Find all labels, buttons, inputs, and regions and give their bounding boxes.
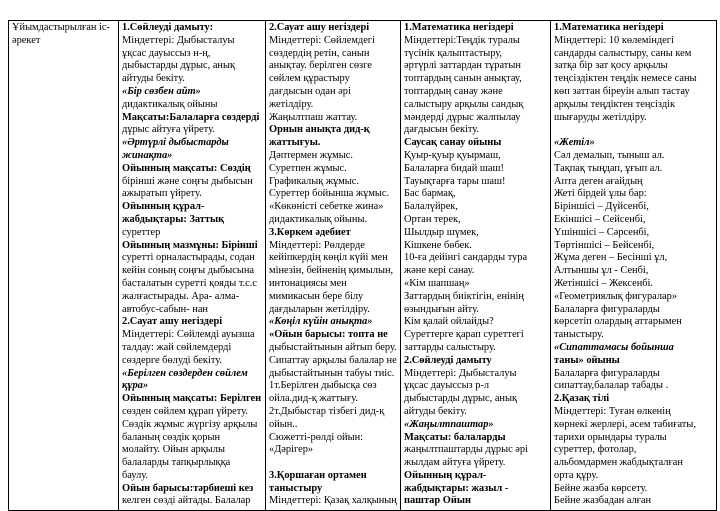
cell-text-line: Ортан терек, <box>404 213 461 225</box>
cell-text-line: ажыратып үйрету. <box>122 188 202 200</box>
cell-text-line: орта құру. <box>554 469 599 481</box>
cell-text-line: Сюжетті-рөлді ойын: <box>269 431 364 443</box>
cell-text-line: Алтыншы ұл - Сенбі, <box>554 265 649 277</box>
day-cell <box>401 21 551 511</box>
cell-text-line: дұрыс айтуға үйрету. <box>122 124 215 136</box>
cell-text-line: және кері санау. <box>404 265 475 277</box>
cell-text-line: ойын.. <box>269 418 298 430</box>
cell-text-line: көп заттан біреуін алып тастау <box>554 85 690 97</box>
cell-text-line: Ойынның мақсаты: Берілген <box>122 393 262 405</box>
cell-text-line: Жұма деген – Бесінші ұл, <box>554 252 668 264</box>
day-cell-content <box>404 22 547 510</box>
cell-text-line: «Берілген сөздерден сөйлем <box>122 367 248 379</box>
cell-text-line: тарихи орындары туралы <box>554 431 667 443</box>
day-cell-content <box>269 22 397 510</box>
cell-text-line: сөзден сөйлем құрап үйрету. <box>122 405 248 417</box>
day-cell-content <box>554 22 713 510</box>
cell-text-line: 1т.Берілген дыбысқа сөз <box>269 380 377 392</box>
cell-text-line: Кішкене бөбек. <box>404 239 472 251</box>
cell-text-line: Міндеттері: Дыбысталуы <box>404 367 517 379</box>
cell-text-line: ұқсас дауыссыз р-л <box>404 380 490 392</box>
cell-text-line: таны» ойыны <box>554 354 620 366</box>
cell-text-line: Апта деген ағайдың <box>554 175 643 187</box>
cell-text-line: дыбыстайтынын табуы тиіс. <box>269 367 395 379</box>
cell-text-line: салыстыру арқылы сандық <box>404 98 524 110</box>
cell-text-line: Міндеттері: Сөйлемді ауызша <box>122 329 255 341</box>
cell-text-line: паштар Ойын <box>404 495 471 507</box>
cell-text-line: Міндеттері:Теңдік туралы <box>404 34 520 46</box>
cell-text-line: 2.Сөйлеуді дамыту <box>404 354 492 366</box>
cell-text-line: 1.Сөйлеуді дамыту: <box>122 22 214 33</box>
cell-text-line: жаттығуы. <box>269 137 321 149</box>
cell-text-line: Сөздік жұмыс жүргізу арқылы <box>122 418 258 430</box>
cell-text-line: Тауықтарға тары шаш! <box>404 175 506 187</box>
cell-text-line: Төртіншісі – Бейсенбі, <box>554 239 655 251</box>
cell-text-line: жабдықтары: жазыл - <box>404 482 509 494</box>
cell-text-line: арқылы теңдіктен теңсіздік <box>554 98 676 110</box>
cell-text-line: «Жаңылтпаштар» <box>404 418 494 430</box>
cell-text-line: топтардың санын анықтау, <box>404 73 522 85</box>
cell-text-line: Жаңылтпаш жаттау. <box>269 111 358 123</box>
cell-text-line: Сипаттау арқылы балалар не <box>269 354 397 366</box>
cell-text-line: көрнекі жерлері, әсем табиғаты, <box>554 418 696 430</box>
cell-text-line: басталатын суретті қояды т.с.с <box>122 277 258 289</box>
cell-text-line: таныстыру. <box>554 329 604 341</box>
cell-text-line: 10-ға дейінгі сандарды тура <box>404 252 528 264</box>
cell-text-line: Балалүйрек, <box>404 201 458 213</box>
cell-text-line: Бас бармақ, <box>404 188 456 200</box>
lesson-plan-table <box>8 20 717 511</box>
table-row <box>9 21 717 511</box>
cell-text-line: Міндеттері: Туған өлкенің <box>554 405 671 417</box>
cell-text-line: дыбыстарды дұрыс, анық <box>122 60 236 72</box>
cell-text-line: Ойынның мақсаты: Сөздің <box>122 162 251 174</box>
cell-text-line: Шылдыр шүмек, <box>404 226 479 238</box>
cell-text-line: Графикалық жұмыс. <box>269 175 359 187</box>
cell-text-line: «Әртүрлі дыбыстарды <box>122 137 229 149</box>
cell-text-line: теңсіздіктен теңдік немесе саны <box>554 73 697 85</box>
cell-text-line: Суреттер бойынша жұмыс. <box>269 188 390 200</box>
cell-text-line: 2.Сауат ашу негіздері <box>122 316 223 328</box>
cell-text-line: айтуды бекіту. <box>122 73 185 85</box>
cell-text-line: Заттардың биіктігін, енінің <box>404 290 524 302</box>
cell-text-line: Балаларға фигураларды <box>554 303 660 315</box>
cell-text-line: «Геометриялық фигуралар» <box>554 290 678 302</box>
cell-text-line: Суретпен жұмыс. <box>269 162 347 174</box>
cell-text-line: түсінік қалыптастыру, <box>404 47 503 59</box>
cell-text-line: жабдықтары: Заттық <box>122 213 225 225</box>
cell-text-line: автобус-сабын- нан <box>122 303 208 315</box>
header-cell <box>9 21 119 511</box>
cell-text-line: мимикасын бере білу <box>269 290 364 302</box>
cell-text-line: Ойынның құрал- <box>404 469 487 481</box>
cell-text-line: «Көңіл күйін анықта» <box>269 316 373 328</box>
cell-text-line: өзындығын айту. <box>404 303 479 315</box>
cell-text-line: «Дәрігер» <box>269 444 314 456</box>
cell-text-line: 3.Көркем әдебиет <box>269 226 351 238</box>
cell-text-line: суреттер, фотолар, <box>554 444 637 456</box>
cell-text-line: айтуды бекіту. <box>404 405 467 417</box>
cell-text-line: жаңылтпаштарды дұрыс әрі <box>404 444 528 456</box>
cell-text-line: сөздердің ретін, санын <box>269 47 370 59</box>
cell-text-line: Балаларға бидай шаш! <box>404 162 504 174</box>
cell-text-line: Ойынның мазмұны: Бірінші <box>122 239 258 251</box>
cell-text-line: 2.Сауат ашу негіздері <box>269 22 370 33</box>
cell-text-line: кейін соның соңғы дыбысына <box>122 265 255 277</box>
cell-text-line <box>554 124 713 137</box>
cell-text-line: таныстыру <box>269 482 323 494</box>
cell-text-line: 1.Математика негіздері <box>404 22 514 33</box>
cell-text-line: затқа бір зат қосу арқылы <box>554 60 668 72</box>
cell-text-line: интонациясы мен <box>269 277 347 289</box>
cell-text-line: суретті орналастырады, содан <box>122 252 255 264</box>
cell-text-line: мінезін, бейненің қимылын, <box>269 265 394 277</box>
cell-text-line: Мақсаты: балаларды <box>404 431 506 443</box>
cell-text-line: сипаттау,балалар табады . <box>554 380 669 392</box>
cell-text-line: Кім қалай ойлайды? <box>404 316 494 328</box>
cell-text-line: баулу. <box>122 469 149 481</box>
cell-text-line: «Ойын барысы: топта не <box>269 329 388 341</box>
cell-text-line: Бейне жазбадан алған <box>554 495 652 507</box>
cell-text-line: талдау: жай сөйлемдерді <box>122 341 232 353</box>
day-cell-content <box>122 22 262 510</box>
cell-text-line: дағдыларын жетілдіру. <box>269 303 370 315</box>
cell-text-line: кейіпкердің көңіл күйі мен <box>269 252 388 264</box>
cell-text-line: жинақта» <box>122 149 173 161</box>
cell-text-line: дағдысын одан әрі <box>269 85 351 97</box>
cell-text-line: Міндеттері: Дыбысталуы <box>122 34 235 46</box>
cell-text-line: Сәл демалып, тыныш ал. <box>554 149 665 161</box>
cell-text-line: дыбыстайтынын айтып беру. <box>269 341 397 353</box>
cell-text-line: Жетіншісі – Жексенбі. <box>554 277 654 289</box>
cell-text-line: Біріншісі – Дүйсенбі, <box>554 201 649 213</box>
cell-text-line: Екіншісі – Сейсенбі, <box>554 213 646 225</box>
cell-text-line: Ойын барысы:тәрбиеші кез <box>122 482 254 494</box>
cell-text-line <box>269 457 397 470</box>
cell-text-line: Дәптермен жұмыс. <box>269 149 353 161</box>
cell-text-line: сөйлем құрастыру <box>269 73 350 85</box>
cell-text-line: шығаруды жетілдіру. <box>554 111 647 123</box>
cell-text-line: Суреттерге қарап суреттегі <box>404 329 524 341</box>
cell-text-line: «Кім шапшаң» <box>404 277 470 289</box>
header-cell-text: Ұйымдастырылған іс-әрекет <box>12 22 111 46</box>
cell-text-line: көрсетіп олардың аттарымен <box>554 316 682 328</box>
cell-text-line: «Жетіл» <box>554 137 595 149</box>
cell-text-line: 2т.Дыбыстар тізбегі дид-қ <box>269 405 385 417</box>
cell-text-line: суреттер <box>122 226 161 238</box>
day-cell <box>551 21 717 511</box>
cell-text-line: альбомдармен жабдықталған <box>554 457 683 469</box>
cell-text-line: Тақпақ тыңдап, ұғып ал. <box>554 162 663 174</box>
cell-text-line: ұқсас дауыссыз н-ң, <box>122 47 211 59</box>
cell-text-line: Мақсаты:Балаларға сөздерді <box>122 111 260 123</box>
cell-text-line: жылдам айтуға үйрету. <box>404 457 506 469</box>
cell-text-line: Саусақ санау ойыны <box>404 137 502 149</box>
cell-text-line: дидактикалық ойыны. <box>269 213 368 225</box>
cell-text-line: Міндеттері: Рөлдерде <box>269 239 365 251</box>
cell-text-line: баланың сөздік қорын <box>122 431 221 443</box>
cell-text-line: жетілдіру. <box>269 98 314 110</box>
cell-text-line: бірінші және соңғы дыбысын <box>122 175 253 187</box>
cell-text-line: Жеті бірдей ұлы бар: <box>554 188 647 200</box>
cell-text-line: құра» <box>122 380 149 392</box>
cell-text-line: «Сипаттамасы бойынша <box>554 341 674 353</box>
cell-text-line: әртүрлі заттардан тұратын <box>404 60 521 72</box>
cell-text-line: Ойынның құрал- <box>122 201 205 213</box>
cell-text-line: 2.Қазақ тілі <box>554 393 610 405</box>
day-cell <box>266 21 401 511</box>
cell-text-line: Балаларға фигураларды <box>554 367 660 379</box>
cell-text-line: Орнын анықта дид-қ <box>269 124 370 136</box>
cell-text-line: сандарды салыстыру, саны кем <box>554 47 692 59</box>
cell-text-line: келген сөзді айтады. Балалар <box>122 495 251 507</box>
cell-text-line: Үшіншісі – Сәрсенбі, <box>554 226 650 238</box>
cell-text-line: сөздерге бөлуді бекіту. <box>122 354 222 366</box>
cell-text-line: 3.Қоршаған ортамен <box>269 469 367 481</box>
cell-text-line: анықтау. берілген сөзге <box>269 60 372 72</box>
cell-text-line: «Бір сөзбен айт» <box>122 85 201 97</box>
cell-text-line: Міндеттері: 10 көлеміндегі <box>554 34 674 46</box>
cell-text-line: Міндеттері: Қазақ халқының <box>269 495 397 507</box>
cell-text-line: 1.Математика негіздері <box>554 22 664 33</box>
cell-text-line: Қуыр-қуыр қуырмаш, <box>404 149 501 161</box>
cell-text-line: балаларды тапқырлыққа <box>122 457 231 469</box>
cell-text-line: Міндеттері: Сөйлемдегі <box>269 34 375 46</box>
cell-text-line: молайту. Ойын арқылы <box>122 444 225 456</box>
cell-text-line: дидактикалық ойыны <box>122 98 218 110</box>
cell-text-line: топтардың санау және <box>404 85 503 97</box>
cell-text-line: «Көкөністі себетке жина» <box>269 201 384 213</box>
cell-text-line: дыбыстарды дұрыс, анық <box>404 393 518 405</box>
cell-text-line: ойла.дид-қ жаттығу. <box>269 393 358 405</box>
day-cell <box>119 21 266 511</box>
cell-text-line: заттарды салыстыру. <box>404 341 496 353</box>
cell-text-line: мәндерді дұрыс жалпылау <box>404 111 521 123</box>
cell-text-line: дағдысын бекіту. <box>404 124 480 136</box>
cell-text-line: жалғастырады. Ара- алма- <box>122 290 240 302</box>
cell-text-line: Бейне жазба көрсету. <box>554 482 648 494</box>
